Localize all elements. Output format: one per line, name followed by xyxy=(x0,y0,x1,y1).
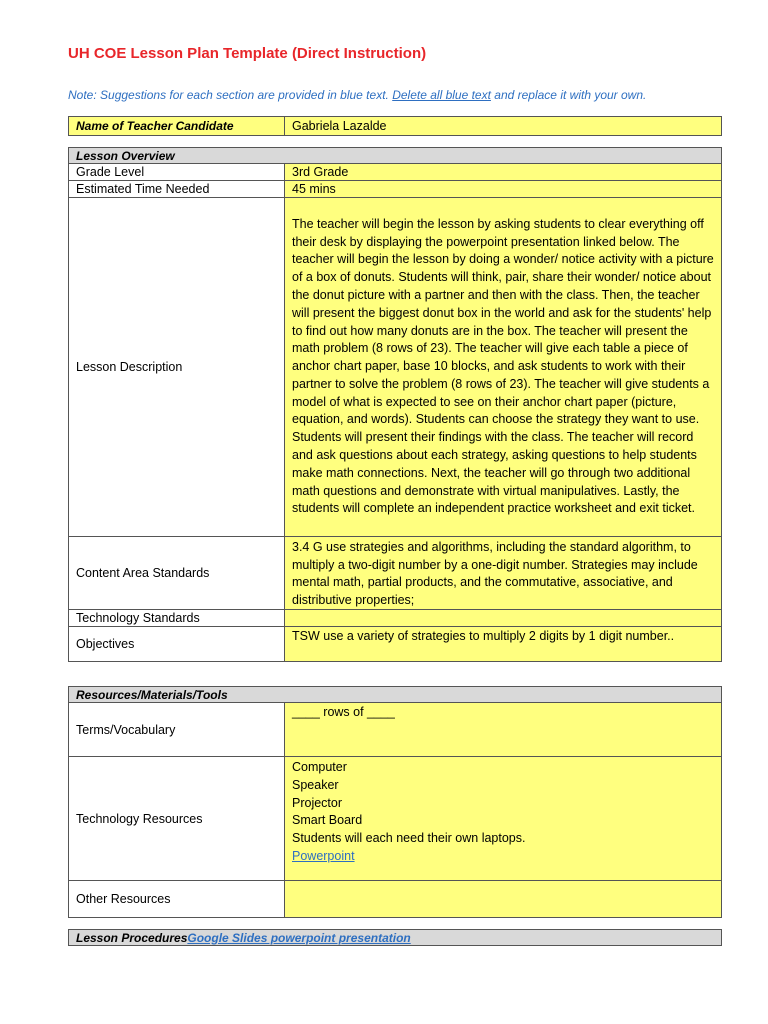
lesson-overview-table xyxy=(68,116,722,662)
other-resources-label: Other Resources xyxy=(69,881,285,918)
objectives-label: Objectives xyxy=(69,627,285,662)
grade-label: Grade Level xyxy=(69,164,285,181)
tech-standards-label: Technology Standards xyxy=(69,610,285,627)
overview-header: Lesson Overview xyxy=(69,148,722,164)
tech-standards-row xyxy=(69,610,722,627)
instruction-note xyxy=(68,88,646,102)
teacher-row xyxy=(69,117,722,136)
description-row xyxy=(69,198,722,537)
tech-item: Students will each need their own laptops. xyxy=(292,831,526,846)
time-value[interactable]: 45 mins xyxy=(285,181,722,198)
spacer xyxy=(69,136,722,148)
other-resources-row xyxy=(69,881,722,918)
tech-item: Speaker xyxy=(292,777,339,792)
tech-item: Smart Board xyxy=(292,813,363,828)
description-value[interactable]: The teacher will begin the lesson by asking students to clear everything off their desk by displaying the powerpoint presentation linked below. The teacher will begin the lesson by doing a wonder/ notice activity with a picture of a box of donuts. Students will think, pair, share their wonder/ notice about the donut picture with a partner and then with the class. Then, the teacher will present the biggest donut box in the world and ask for the students' help to find out how many donuts are in the box. The teacher will present the math problem (8 rows of 23). The teacher will give each table a piece of anchor chart paper, base 10 blocks, and ask students to work with their partner to solve the problem (8 rows of 23). The teacher will give students a model of what is expected to see on their anchor chart paper (picture, equation, and words). Students can choose the strategy they want to use. Students will present their findings with the class. The teacher will record and ask questions about each strategy, asking questions to help students make math connections. Next, the teacher will go through two additional math questions and demonstrate with virtual manipulatives. Lastly, the students will complete an independent practice worksheet and exit ticket. xyxy=(285,198,722,537)
standards-label: Content Area Standards xyxy=(69,537,285,610)
teacher-label: Name of Teacher Candidate xyxy=(69,117,285,136)
tech-item: Computer xyxy=(292,760,347,774)
terms-label: Terms/Vocabulary xyxy=(69,703,285,757)
objectives-value[interactable]: TSW use a variety of strategies to multiply 2 digits by 1 digit number.. xyxy=(285,627,722,662)
overview-header-row xyxy=(69,148,722,164)
google-slides-link[interactable]: Google Slides powerpoint presentation xyxy=(187,930,411,945)
terms-value[interactable]: ____ rows of ____ xyxy=(285,703,722,757)
note-prefix: Note: Suggestions for each section are provided in blue text. xyxy=(68,88,393,102)
time-label: Estimated Time Needed xyxy=(69,181,285,198)
tech-resources-label: Technology Resources xyxy=(69,757,285,881)
resources-header: Resources/Materials/Tools xyxy=(69,687,722,703)
grade-row xyxy=(69,164,722,181)
procedures-header xyxy=(69,930,722,946)
terms-row xyxy=(69,703,722,757)
powerpoint-link[interactable]: Powerpoint xyxy=(292,848,355,863)
standards-row xyxy=(69,537,722,610)
procedures-label: Lesson Procedures xyxy=(76,930,188,945)
standards-value[interactable]: 3.4 G use strategies and algorithms, including the standard algorithm, to multiply a two-digit number by a one-digit number. Strategies may include mental math, partial products, and the commutative, associative, and distributive properties; xyxy=(285,537,722,610)
tech-standards-value[interactable] xyxy=(285,610,722,627)
other-resources-value[interactable] xyxy=(285,881,722,918)
time-row xyxy=(69,181,722,198)
resources-table xyxy=(68,686,722,946)
objectives-row xyxy=(69,627,722,662)
document-title: UH COE Lesson Plan Template (Direct Instruction) xyxy=(68,45,427,62)
tech-item: Projector xyxy=(292,795,343,810)
note-suffix: and replace it with your own. xyxy=(490,88,647,102)
teacher-value[interactable]: Gabriela Lazalde xyxy=(285,117,722,136)
procedures-row xyxy=(69,930,722,946)
grade-value[interactable]: 3rd Grade xyxy=(285,164,722,181)
resources-header-row xyxy=(69,687,722,703)
description-label: Lesson Description xyxy=(69,198,285,537)
tech-resources-row xyxy=(69,757,722,881)
tech-resources-value[interactable] xyxy=(285,757,722,881)
spacer xyxy=(69,918,722,930)
note-underlined: Delete all blue text xyxy=(392,88,491,102)
